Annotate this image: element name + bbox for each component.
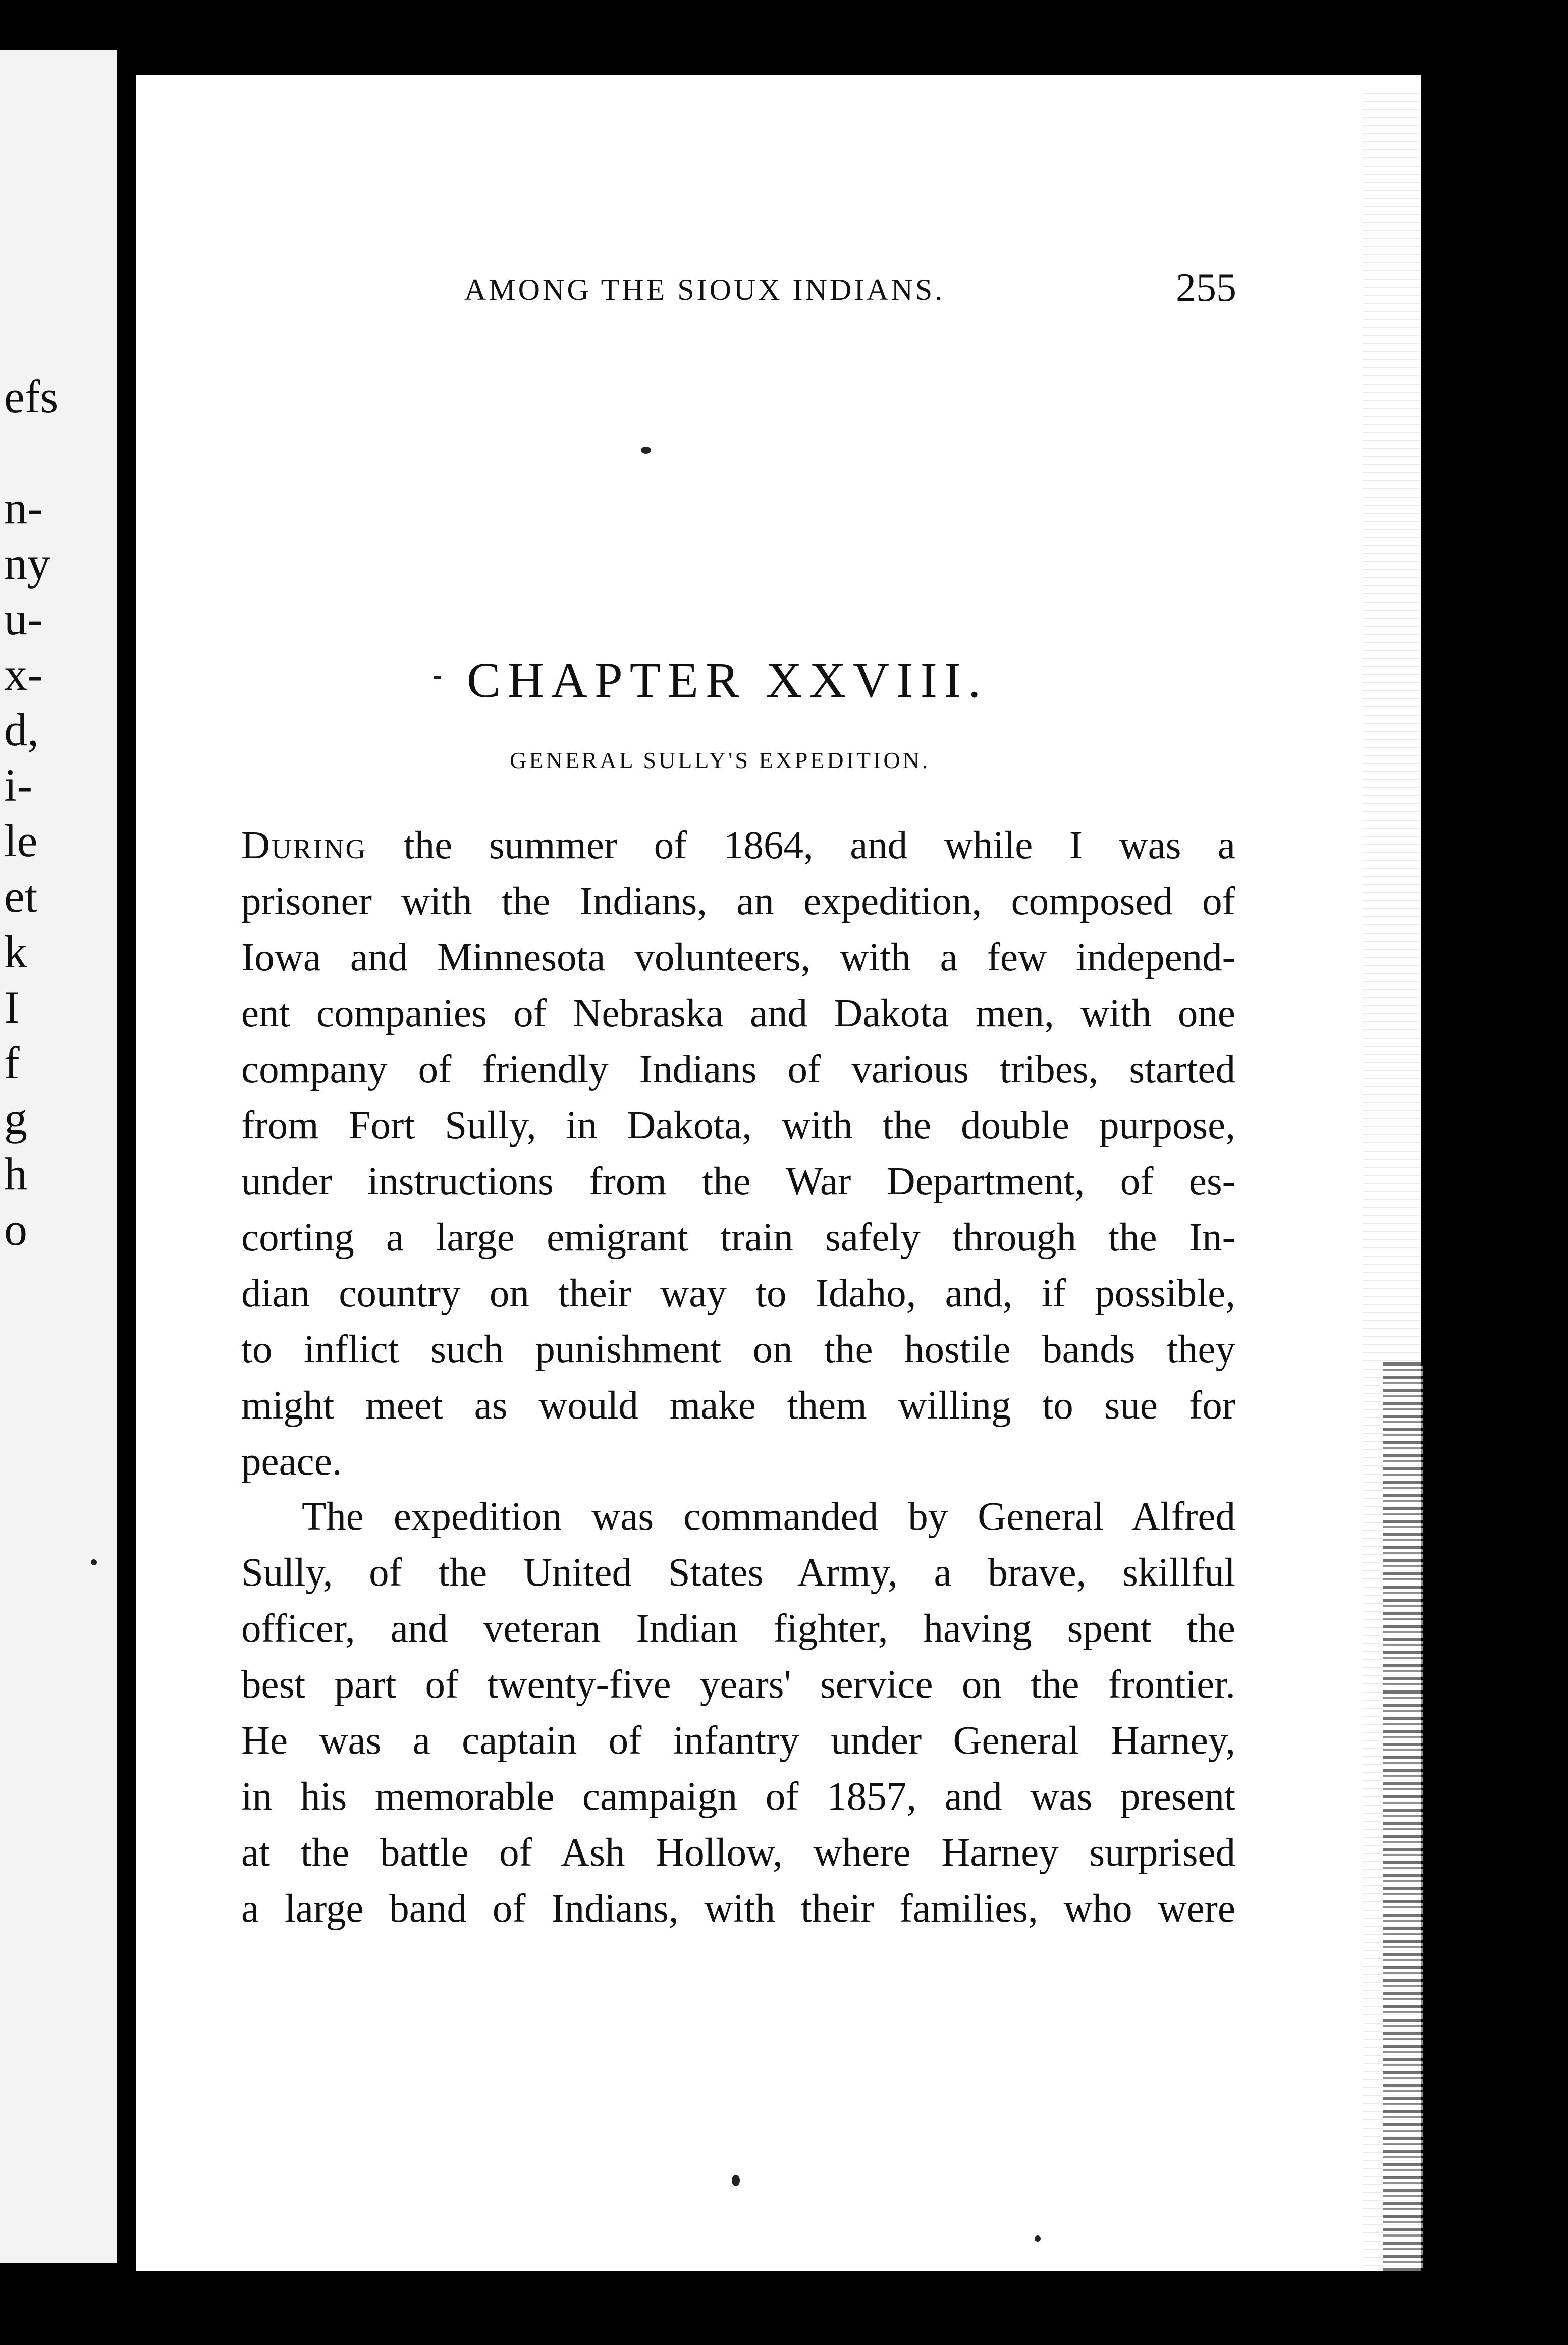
left-page-edge bbox=[0, 50, 117, 2263]
left-page-fragment: d, bbox=[4, 704, 39, 755]
paragraph-line: He was a captain of infantry under General Harney, bbox=[241, 1719, 1235, 1763]
paragraph-line: in his memorable campaign of 1857, and was present bbox=[241, 1775, 1235, 1819]
line-text: the summer of 1864, and while I was a bbox=[367, 824, 1235, 867]
paragraph-line: from Fort Sully, in Dakota, with the double purpose, bbox=[241, 1104, 1235, 1148]
paragraph-line: The expedition was commanded by General Alfred bbox=[302, 1495, 1235, 1539]
ink-speck bbox=[732, 2175, 740, 2186]
page-number: 255 bbox=[1176, 265, 1236, 310]
paragraph-line: Sully, of the United States Army, a brave, skillful bbox=[241, 1551, 1235, 1595]
paragraph-line: ent companies of Nebraska and Dakota men, with one bbox=[241, 992, 1235, 1035]
left-page-fragment: efs bbox=[4, 371, 59, 422]
ink-speck bbox=[91, 1559, 97, 1565]
paragraph-line: corting a large emigrant train safely through the In- bbox=[241, 1216, 1235, 1260]
left-page-fragment: o bbox=[4, 1204, 27, 1255]
left-page-fragment: n- bbox=[4, 482, 43, 533]
paragraph-line: peace. bbox=[241, 1440, 342, 1484]
paragraph-line: under instructions from the War Department, of es- bbox=[241, 1160, 1235, 1204]
ink-speck bbox=[434, 676, 441, 679]
left-page-fragment: et bbox=[4, 870, 38, 922]
left-page-fragment: h bbox=[4, 1148, 27, 1199]
left-page-fragment: I bbox=[4, 981, 20, 1033]
paragraph-line: prisoner with the Indians, an expedition, composed of bbox=[241, 880, 1235, 923]
paragraph-line bbox=[241, 817, 1235, 874]
paragraph-line: best part of twenty-five years' service on the frontier. bbox=[241, 1663, 1235, 1707]
left-page-fragment: k bbox=[4, 926, 27, 977]
left-page-fragment: i- bbox=[4, 759, 33, 811]
running-head: AMONG THE SIOUX INDIANS. bbox=[464, 273, 945, 306]
paragraph-2 bbox=[241, 1489, 1235, 1937]
paragraph-line: Iowa and Minnesota volunteers, with a few independ- bbox=[241, 936, 1235, 979]
chapter-title: CHAPTER XXVIII. bbox=[467, 652, 988, 708]
left-page-fragment: g bbox=[4, 1093, 27, 1144]
drop-word: During bbox=[241, 824, 367, 867]
paragraph-line: to inflict such punishment on the hostile bands they bbox=[241, 1328, 1235, 1372]
paragraph-line: at the battle of Ash Hollow, where Harney surprised bbox=[241, 1831, 1235, 1875]
paragraph-line: company of friendly Indians of various tribes, started bbox=[241, 1048, 1235, 1092]
left-page-fragment: le bbox=[4, 815, 38, 866]
chapter-subtitle: GENERAL SULLY'S EXPEDITION. bbox=[510, 747, 931, 773]
paragraph-line: dian country on their way to Idaho, and, if possible, bbox=[241, 1272, 1235, 1316]
paragraph-line: might meet as would make them willing to sue for bbox=[241, 1384, 1235, 1428]
ink-speck bbox=[1035, 2235, 1041, 2242]
left-page-fragment: u- bbox=[4, 593, 43, 644]
page-edge-shadow bbox=[1383, 1362, 1423, 2271]
paragraph-line: a large band of Indians, with their families, who were bbox=[241, 1887, 1235, 1931]
ink-speck bbox=[641, 447, 651, 454]
paragraph-line: officer, and veteran Indian fighter, having spent the bbox=[241, 1607, 1235, 1651]
paragraph-1 bbox=[241, 817, 1235, 1490]
left-page-fragment: x- bbox=[4, 648, 43, 700]
left-page-fragment: ny bbox=[4, 537, 50, 589]
left-page-fragment: f bbox=[4, 1037, 20, 1088]
